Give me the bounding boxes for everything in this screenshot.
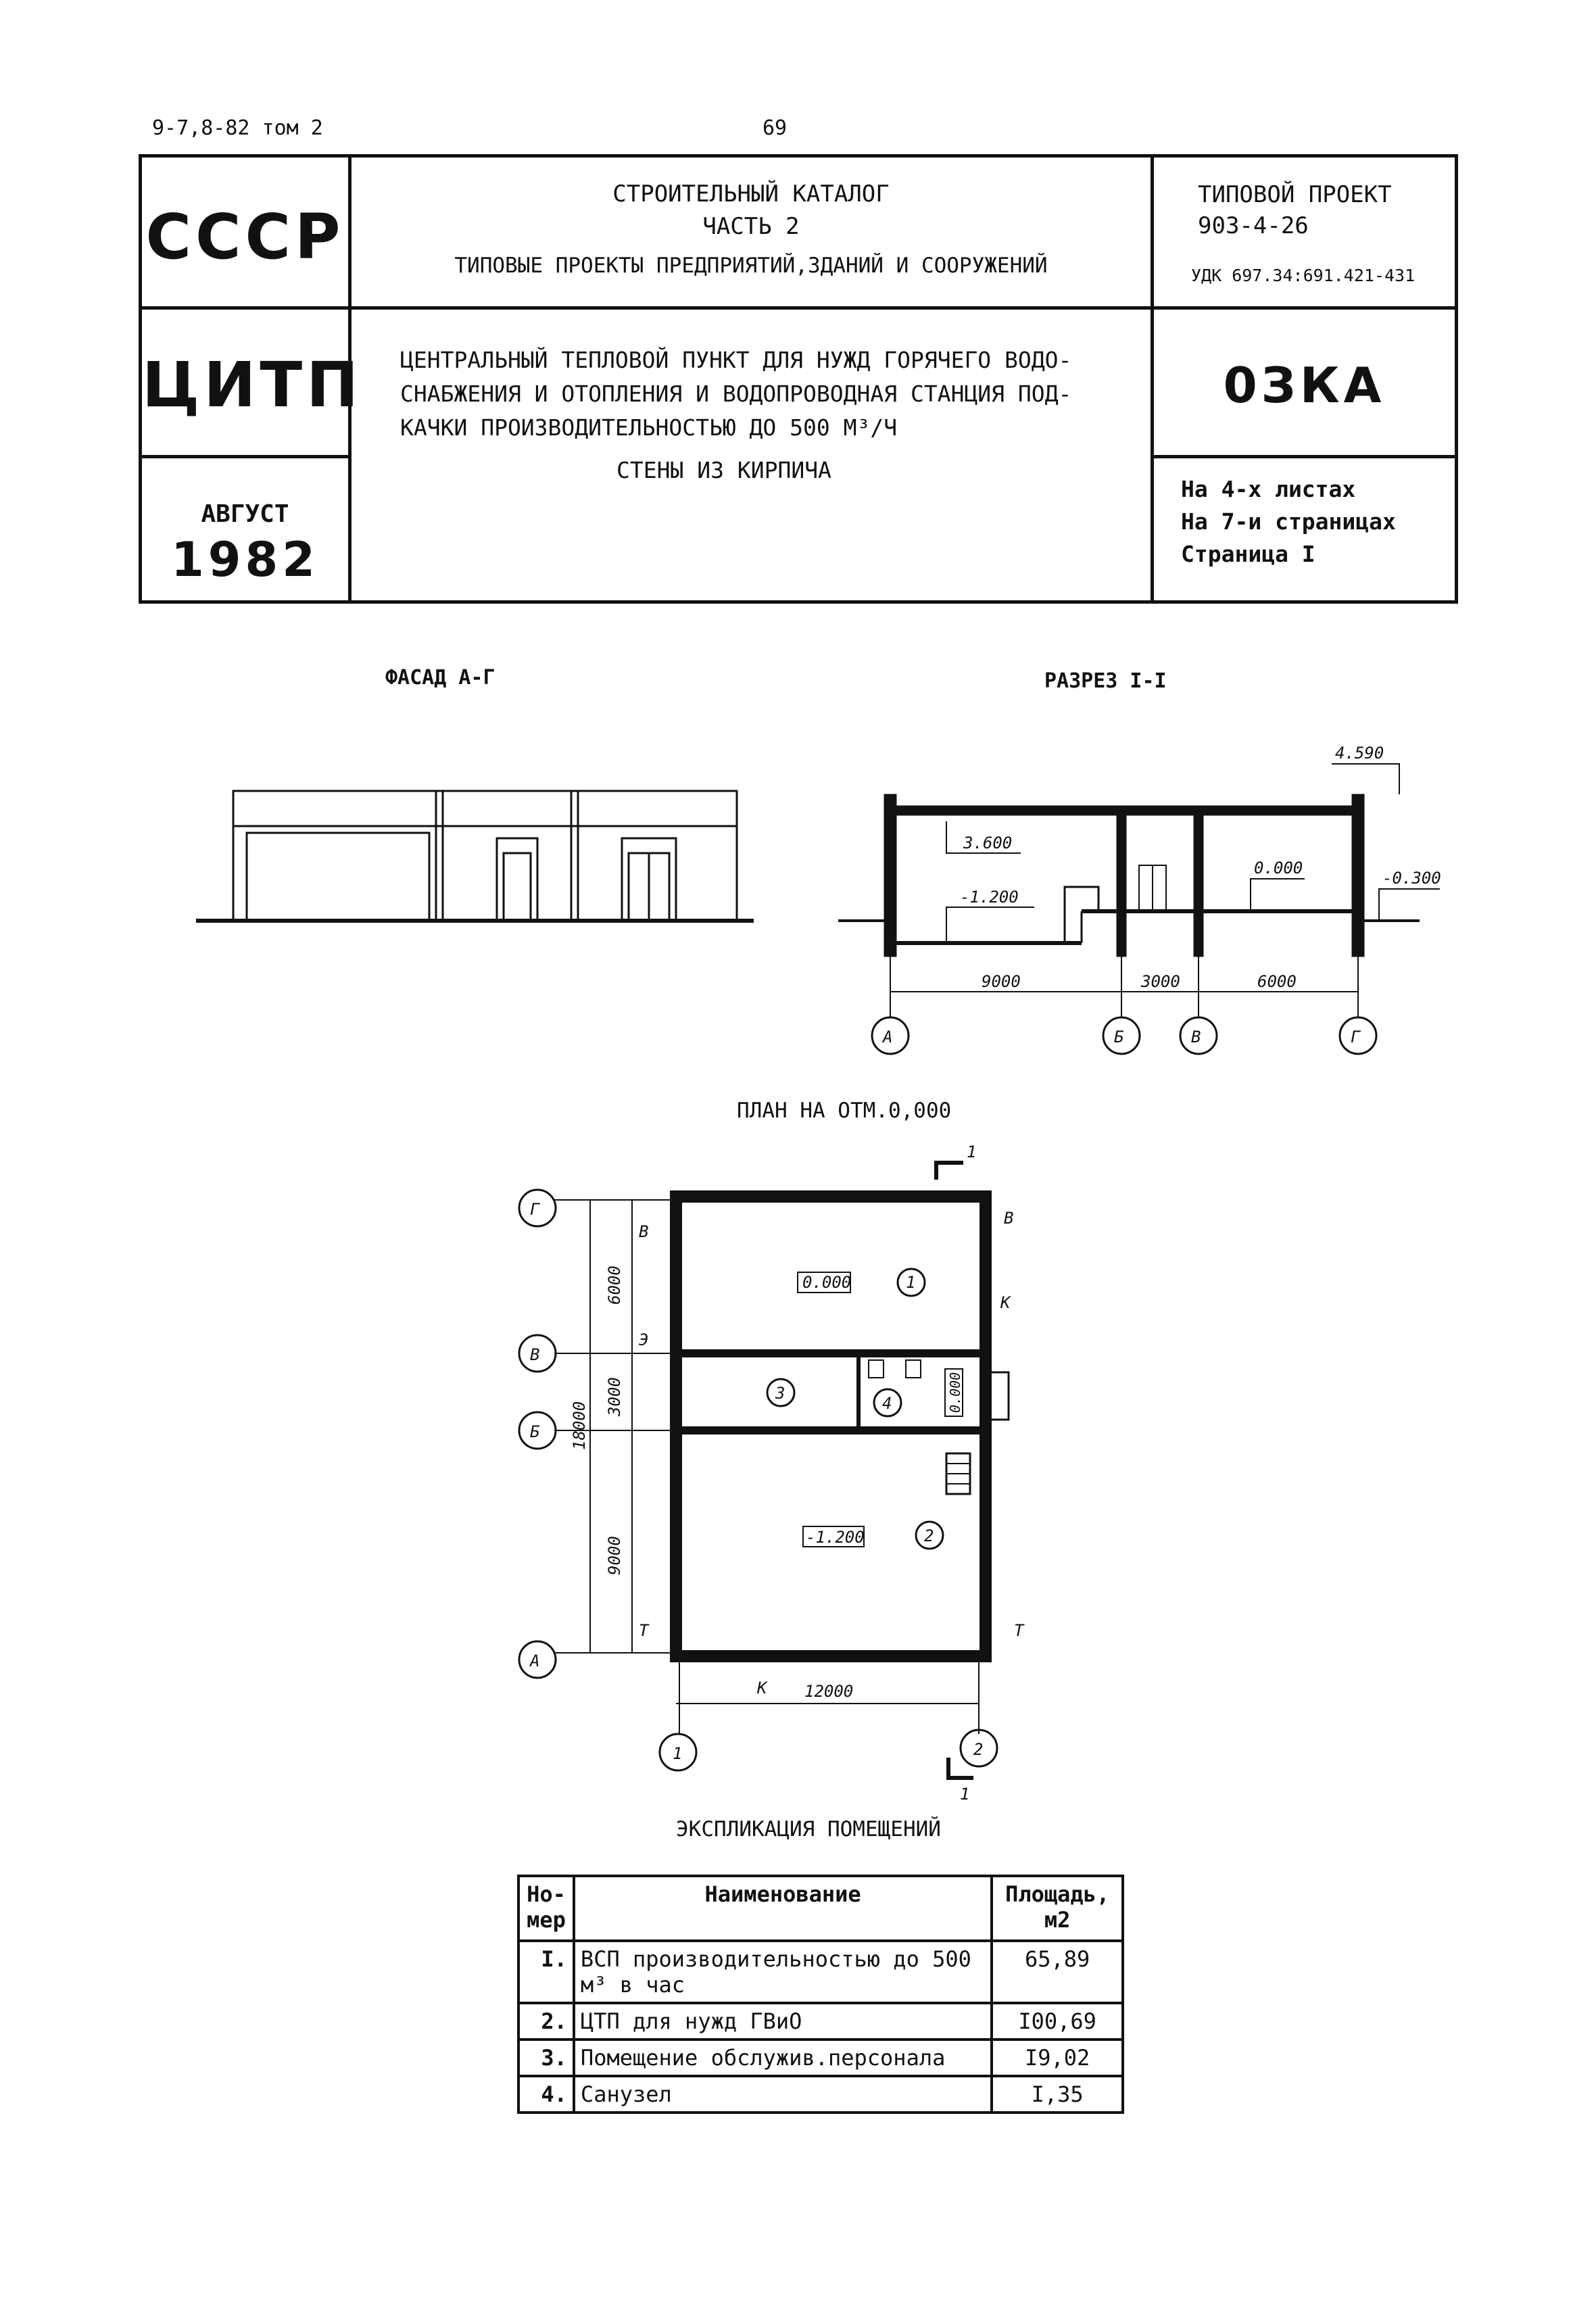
plan-axis-g: Г [530, 1200, 540, 1219]
table-row [518, 2003, 1123, 2040]
month-text: АВГУСТ [201, 500, 289, 528]
plan-note-k: К [1000, 1293, 1011, 1312]
plan-note-v-right: В [1004, 1209, 1014, 1228]
plan-room1-mark: 0.000 [802, 1273, 852, 1292]
plan-title: ПЛАН НА ОТМ.0,000 [737, 1099, 952, 1123]
section-axis-g: Г [1351, 1028, 1361, 1046]
plan-dim-9000: 9000 [605, 1536, 624, 1575]
facade-title: ФАСАД А-Г [385, 666, 495, 690]
description-line1: ЦЕНТРАЛЬНЫЙ ТЕПЛОВОЙ ПУНКТ ДЛЯ НУЖД ГОРЯЧЕГО ВОДО- [400, 347, 1072, 373]
plan-axis-b: Б [530, 1422, 540, 1441]
plan-dim-12000: 12000 [804, 1682, 854, 1701]
row-name: ЦТП для нужд ГВиО [574, 2003, 992, 2040]
catalog-line3: ТИПОВЫЕ ПРОЕКТЫ ПРЕДПРИЯТИЙ,ЗДАНИЙ И СООРУЖЕНИЙ [454, 254, 1048, 278]
plan-axis-1: 1 [673, 1744, 683, 1763]
project-label: ТИПОВОЙ ПРОЕКТ [1198, 181, 1392, 208]
explication-title: ЭКСПЛИКАЦИЯ ПОМЕЩЕНИЙ [676, 1817, 941, 1841]
page-number: 69 [763, 116, 788, 140]
col-area-header: Площадь, м2 [992, 1876, 1123, 1941]
section-axis-a: А [883, 1028, 893, 1046]
plan-cut-label-bottom: 1 [960, 1785, 970, 1804]
description-line3: КАЧКИ ПРОИЗВОДИТЕЛЬНОСТЬЮ ДО 500 М³/Ч [400, 414, 898, 441]
plan-note-t-left: Т [639, 1621, 649, 1640]
row-name: ВСП производительностью до 500 м³ в час [574, 1941, 992, 2003]
page-text: Страница I [1181, 541, 1315, 567]
col-no-header: Но-мер [518, 1876, 574, 1941]
section-dim-1: 9000 [982, 972, 1021, 991]
row-no: 4. [518, 2076, 574, 2113]
plan-cut-bottom [948, 1758, 973, 1778]
row-name: Санузел [574, 2076, 992, 2113]
table-row [518, 2040, 1123, 2076]
catalog-line2: ЧАСТЬ 2 [702, 213, 800, 240]
section-mark-floor: 0.000 [1254, 859, 1303, 877]
row-no: 2. [518, 2003, 574, 2040]
plan-axis-2: 2 [973, 1740, 984, 1759]
description-line4: СТЕНЫ ИЗ КИРПИЧА [616, 457, 831, 483]
plan-note-k-bottom: К [757, 1679, 767, 1697]
table-row [518, 2076, 1123, 2113]
section-title: РАЗРЕЗ I-I [1044, 669, 1167, 693]
section-mark-ceiling: 3.600 [963, 834, 1013, 852]
row-no: 3. [518, 2040, 574, 2076]
row-name: Помещение обслужив.персонала [574, 2040, 992, 2076]
sheets-text: На 4-х листах [1181, 476, 1356, 502]
section-dim-2: 3000 [1141, 972, 1180, 991]
section-axis-b: Б [1114, 1028, 1124, 1046]
table-row [518, 1941, 1123, 2003]
plan-cut-top [936, 1163, 963, 1180]
country-text: СССР [145, 201, 345, 273]
udk-text: УДК 697.34:691.421-431 [1191, 266, 1416, 285]
row-area: I,35 [992, 2076, 1123, 2113]
pages-text: На 7-и страницах [1181, 508, 1396, 535]
code-text: 0ЗКА [1223, 357, 1386, 414]
section-axis-v: В [1191, 1028, 1201, 1046]
project-number: 903-4-26 [1198, 212, 1309, 239]
section-mark-ground: -0.300 [1382, 869, 1441, 888]
explication-table [517, 1875, 1124, 2114]
plan-axis-v: В [530, 1345, 540, 1364]
row-area: 65,89 [992, 1941, 1123, 2003]
plan-dim-3000: 3000 [605, 1377, 624, 1416]
row-no: I. [518, 1941, 574, 2003]
explication-header-row [518, 1876, 1123, 1941]
plan-fixture-2 [906, 1360, 921, 1378]
plan-cut-label-top: 1 [967, 1142, 977, 1161]
row-area: I9,02 [992, 2040, 1123, 2076]
description-line2: СНАБЖЕНИЯ И ОТОПЛЕНИЯ И ВОДОПРОВОДНАЯ СТАНЦИЯ ПОД- [400, 381, 1072, 407]
year-text: 1982 [171, 532, 319, 587]
plan-room4-no: 4 [882, 1394, 892, 1413]
plan-note-t-right: Т [1014, 1621, 1024, 1640]
row-area: I00,69 [992, 2003, 1123, 2040]
section-mark-top: 4.590 [1335, 744, 1384, 763]
plan-room2-no: 2 [924, 1526, 934, 1545]
col-name-header: Наименование [574, 1876, 992, 1941]
plan-note-v: В [639, 1222, 649, 1241]
plan-room3-no: 3 [775, 1384, 785, 1403]
series-label: 9-7,8-82 том 2 [152, 116, 323, 140]
plan-room2-mark: -1.200 [806, 1528, 865, 1547]
plan-fixture-1 [869, 1360, 884, 1378]
org-text: ЦИТП [142, 349, 363, 421]
plan-room1-no: 1 [906, 1273, 916, 1292]
section-mark-basement: -1.200 [960, 888, 1019, 907]
plan-note-e: Э [639, 1330, 649, 1349]
plan-dim-6000: 6000 [605, 1265, 624, 1305]
section-dim-3: 6000 [1257, 972, 1297, 991]
plan-dim-18000: 18000 [570, 1401, 589, 1450]
catalog-line1: СТРОИТЕЛЬНЫЙ КАТАЛОГ [612, 180, 890, 208]
plan-room3-mark: 0.000 [947, 1372, 963, 1413]
plan-axis-a: А [530, 1651, 540, 1670]
